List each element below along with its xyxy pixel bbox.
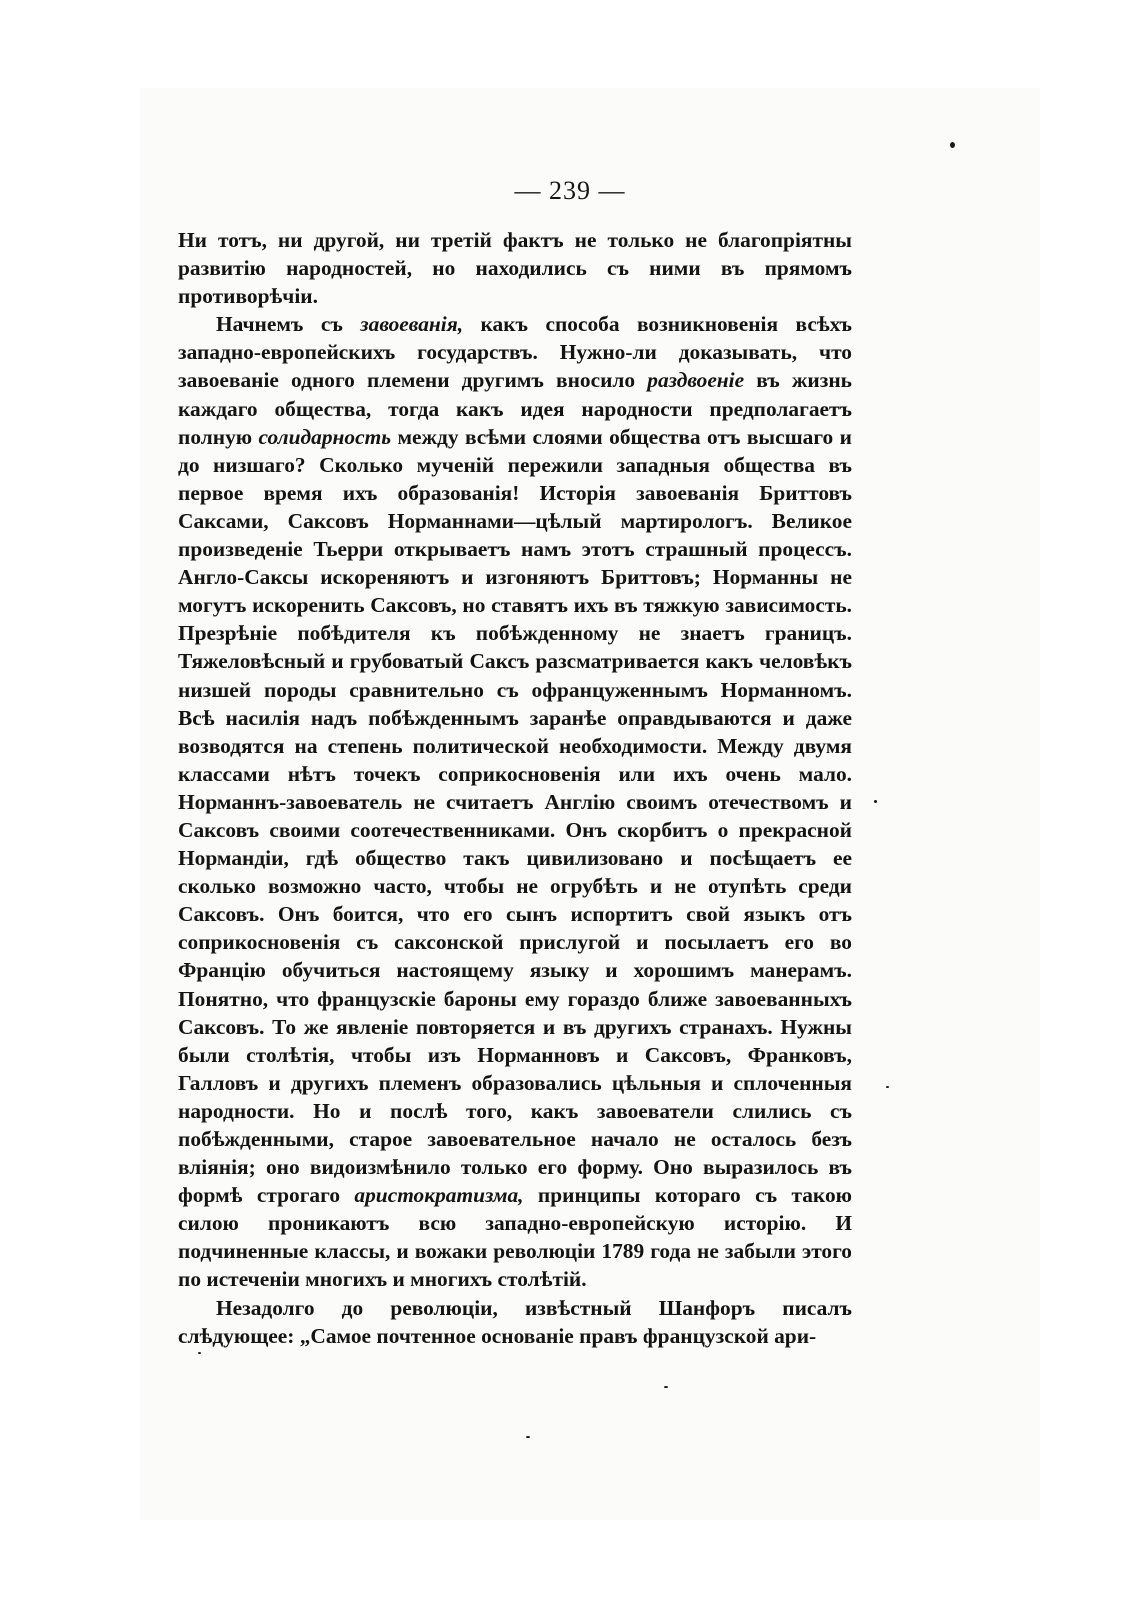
scan-speck [874, 800, 877, 803]
page-number: — 239 — [514, 176, 626, 205]
text-run: въ жизнь каждаго общества, тогда какъ идея народности предполагаетъ полную [178, 368, 852, 449]
paragraph [178, 310, 852, 1293]
paragraph [178, 1294, 852, 1350]
text-run: Начнемъ съ [216, 312, 361, 337]
scan-speck [886, 1086, 889, 1088]
emphasized-text: завоеванія, [360, 312, 464, 337]
text-run: какъ способа возникновенія всѣхъ западно-европейскихъ государствъ. Нужно-ли доказывать, что завоеваніе одного племени другимъ вносило [178, 312, 853, 393]
emphasized-text: раздвоеніе [647, 368, 745, 393]
scan-speck [664, 1386, 668, 1388]
text-run: Незадолго до революціи, извѣстный Шанфоръ писалъ слѣдующее: „Самое почтенное основаніе правъ французской ари- [178, 1295, 852, 1348]
scan-speck [950, 142, 955, 148]
text-run: Ни тотъ, ни другой, ни третій фактъ не только не благопріятны развитію народностей, но находились съ ними въ прямомъ противорѣчіи. [178, 228, 852, 309]
scan-speck [198, 1352, 201, 1354]
emphasized-text: солидарность [258, 424, 392, 449]
emphasized-text: аристократизма, [354, 1183, 524, 1208]
paragraph [178, 226, 852, 310]
scan-speck [526, 1436, 530, 1438]
body-text [178, 226, 852, 1350]
text-run: принципы котораго съ такою силою проникаютъ всю западно-европейскую исторію. И подчиненные классы, и вожаки революціи 1789 года не забыли этого по истеченіи многихъ и многихъ столѣтій. [178, 1183, 852, 1292]
text-run: между всѣми слоями общества отъ высшаго и до низшаго? Сколько мученій пережили западныя общества въ первое время ихъ образованія! Исторія завоеванія Бриттовъ Саксами, Саксовъ Норманнами—цѣлый мартирологъ. Великое произведеніе Тьерри открываетъ намъ этотъ страшный процессъ. Англо-Саксы искореняютъ и изгоняютъ Бриттовъ; Норманны не могутъ искоренить Саксовъ, но ставятъ ихъ въ тяжкую зависимость. Презрѣніе побѣдителя къ побѣжденному не знаетъ границъ. Тяжеловѣсный и грубоватый Саксъ разсматривается какъ человѣкъ низшей породы сравнительно съ офранцуженнымъ Норманномъ. Всѣ насилія надъ побѣжденнымъ заранѣе оправдываются и даже возводятся на степень политической необходимости. Между двумя классами нѣтъ точекъ соприкосновенія или ихъ очень мало. Норманнъ-завоеватель не считаетъ Англію своимъ отечествомъ и Саксовъ своими соотечественниками. Онъ скорбитъ о прекрасной Нормандіи, гдѣ общество такъ цивилизовано и посѣщаетъ ее сколько возможно часто, чтобы не огрубѣть и не отупѣть среди Саксовъ. Онъ боится, что его сынъ испортитъ свой языкъ отъ соприкосновенія съ саксонской прислугой и посылаетъ его во Францію обучиться настоящему языку и хорошимъ манерамъ. Понятно, что французскіе бароны ему гораздо ближе завоеванныхъ Саксовъ. То же явленіе повторяется и въ другихъ странахъ. Нужны были столѣтія, чтобы изъ Норманновъ и Саксовъ, Франковъ, Галловъ и другихъ племенъ образовались цѣльныя и сплоченныя народности. Но и послѣ того, какъ завоеватели слились съ побѣжденными, старое завоевательное начало не осталось безъ вліянія; оно видоизмѣнило только его форму. Оно выразилось въ формѣ строгаго [178, 424, 852, 1208]
